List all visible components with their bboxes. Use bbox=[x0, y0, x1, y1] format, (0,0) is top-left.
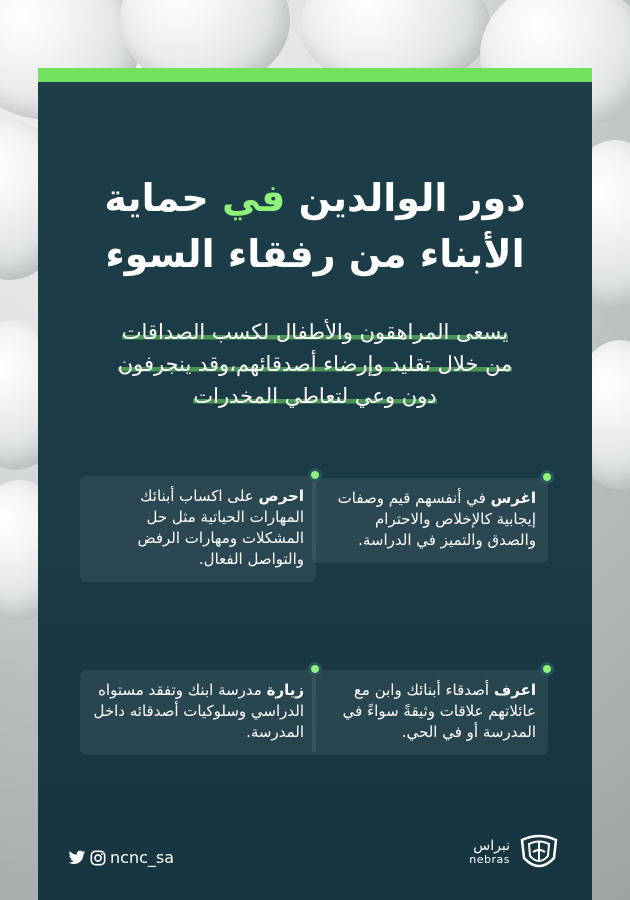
intro-line-3: دون وعي لتعاطي المخدرات bbox=[193, 384, 437, 408]
tip-keyword: اغرس bbox=[490, 489, 536, 507]
bullet-dot-icon bbox=[308, 468, 322, 482]
bullet-dot-icon bbox=[308, 662, 322, 676]
instagram-icon bbox=[90, 850, 106, 866]
social-handle[interactable] bbox=[68, 848, 174, 867]
tip-card-know bbox=[312, 670, 548, 755]
twitter-icon bbox=[68, 850, 86, 866]
bullet-dot-icon bbox=[540, 662, 554, 676]
tip-keyword: زيارة bbox=[266, 681, 304, 699]
bullet-dot-icon bbox=[540, 470, 554, 484]
infographic-card bbox=[38, 68, 592, 900]
social-handle-text: ncnc_sa bbox=[110, 848, 175, 867]
nebras-logo-icon bbox=[516, 830, 562, 876]
tip-card-instill bbox=[312, 478, 548, 563]
page-title bbox=[38, 170, 592, 282]
intro-paragraph bbox=[78, 316, 552, 412]
intro-line-1: يسعى المراهقون والأطفال لكسب الصداقات bbox=[121, 320, 509, 344]
logo-arabic: نبراس bbox=[473, 838, 510, 854]
title-line-1: دور الوالدين في حماية bbox=[104, 176, 526, 220]
tip-text: أصدقاء أبنائك وابن مع عائلاتهم علاقات وثيقةً سواءً في المدرسة أو في الحي. bbox=[342, 681, 536, 741]
accent-bar bbox=[38, 68, 592, 82]
tip-text: مدرسة ابنك وتفقد مستواه الدراسي وسلوكيات أصدقائه داخل المدرسة. bbox=[93, 681, 304, 741]
tip-text: على اكساب أبنائك المهارات الحياتية مثل حل المشكلات ومهارات الرفض والتواصل الفعال. bbox=[137, 487, 304, 568]
tip-keyword: اعرف bbox=[493, 681, 536, 699]
nebras-logo bbox=[469, 830, 562, 876]
tip-text: في أنفسهم قيم وصفات إيجابية كالإخلاص والاحترام والصدق والتميز في الدراسة. bbox=[337, 489, 536, 549]
tip-card-visit bbox=[80, 670, 316, 755]
intro-line-2: من خلال تقليد وإرضاء أصدقائهم،وقد ينجرفون bbox=[117, 352, 513, 376]
title-highlight: في bbox=[222, 176, 286, 220]
tip-keyword: احرص bbox=[258, 487, 304, 505]
logo-english: nebras bbox=[469, 853, 510, 866]
tip-card-ensure bbox=[80, 476, 316, 582]
logo-text bbox=[469, 839, 510, 867]
title-line-2: الأبناء من رفقاء السوء bbox=[105, 232, 525, 276]
